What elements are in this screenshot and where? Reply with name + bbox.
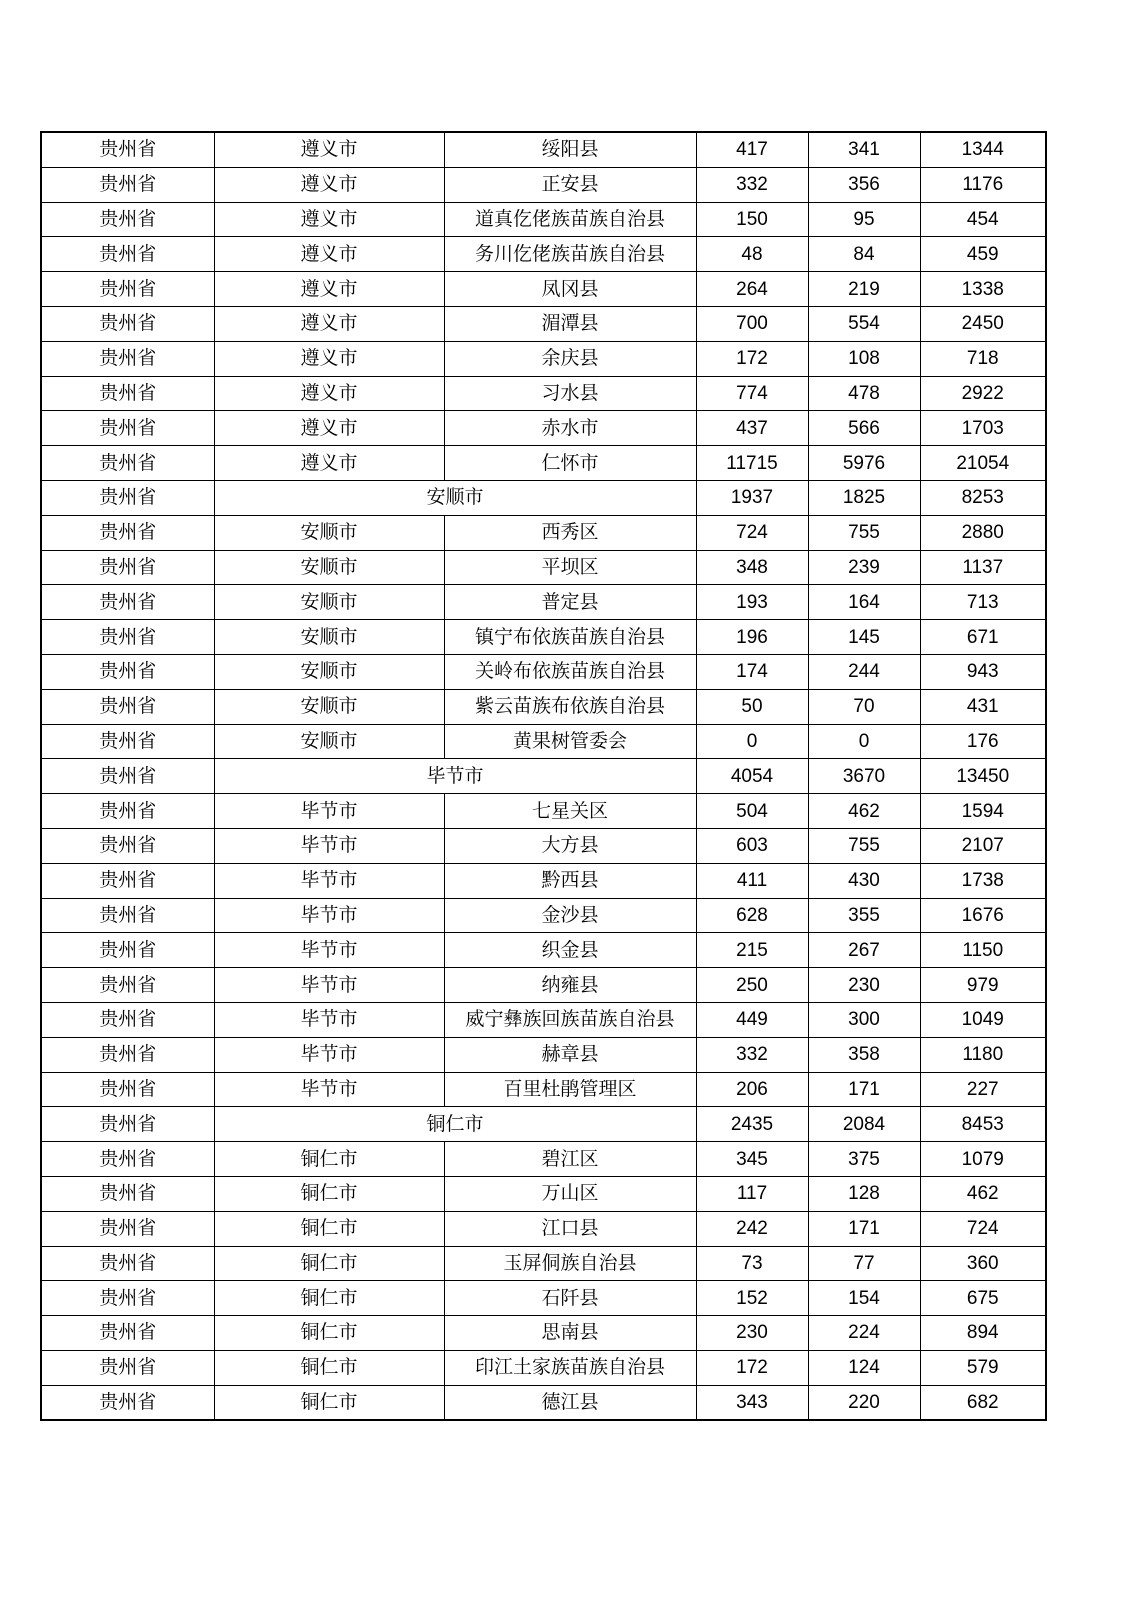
- value-3-cell: 1676: [920, 898, 1046, 933]
- city-cell: 铜仁市: [214, 1281, 444, 1316]
- value-2-cell: 5976: [808, 446, 920, 481]
- county-cell: 纳雍县: [444, 968, 696, 1003]
- county-cell: 镇宁布依族苗族自治县: [444, 620, 696, 655]
- county-cell: 紫云苗族布依族自治县: [444, 689, 696, 724]
- table-row: [41, 1002, 1046, 1037]
- table-row: [41, 446, 1046, 481]
- value-3-cell: 1180: [920, 1037, 1046, 1072]
- county-cell: 绥阳县: [444, 132, 696, 167]
- city-cell: 遵义市: [214, 237, 444, 272]
- value-1-cell: 0: [696, 724, 808, 759]
- province-cell: 贵州省: [41, 620, 214, 655]
- table-row: [41, 968, 1046, 1003]
- value-1-cell: 417: [696, 132, 808, 167]
- value-1-cell: 724: [696, 515, 808, 550]
- table-row: [41, 654, 1046, 689]
- county-cell: 关岭布依族苗族自治县: [444, 654, 696, 689]
- value-2-cell: 239: [808, 550, 920, 585]
- value-1-cell: 2435: [696, 1107, 808, 1142]
- county-cell: 金沙县: [444, 898, 696, 933]
- county-cell: 大方县: [444, 828, 696, 863]
- county-cell: 石阡县: [444, 1281, 696, 1316]
- value-3-cell: 675: [920, 1281, 1046, 1316]
- province-cell: 贵州省: [41, 1142, 214, 1177]
- table-row: [41, 585, 1046, 620]
- value-3-cell: 1344: [920, 132, 1046, 167]
- value-3-cell: 1176: [920, 167, 1046, 202]
- value-2-cell: 95: [808, 202, 920, 237]
- table-row: [41, 341, 1046, 376]
- county-cell: 威宁彝族回族苗族自治县: [444, 1002, 696, 1037]
- value-1-cell: 215: [696, 933, 808, 968]
- table-row: [41, 689, 1046, 724]
- county-cell: 务川仡佬族苗族自治县: [444, 237, 696, 272]
- value-2-cell: 0: [808, 724, 920, 759]
- value-1-cell: 264: [696, 272, 808, 307]
- value-1-cell: 700: [696, 306, 808, 341]
- value-2-cell: 3670: [808, 759, 920, 794]
- province-cell: 贵州省: [41, 132, 214, 167]
- city-cell: 铜仁市: [214, 1246, 444, 1281]
- value-1-cell: 411: [696, 863, 808, 898]
- city-cell: 遵义市: [214, 202, 444, 237]
- province-cell: 贵州省: [41, 1316, 214, 1351]
- value-3-cell: 462: [920, 1176, 1046, 1211]
- table-row: [41, 132, 1046, 167]
- value-2-cell: 145: [808, 620, 920, 655]
- city-cell: 安顺市: [214, 515, 444, 550]
- value-3-cell: 671: [920, 620, 1046, 655]
- value-3-cell: 1079: [920, 1142, 1046, 1177]
- province-cell: 贵州省: [41, 794, 214, 829]
- value-3-cell: 943: [920, 654, 1046, 689]
- county-cell: 赤水市: [444, 411, 696, 446]
- value-2-cell: 108: [808, 341, 920, 376]
- county-cell: 思南县: [444, 1316, 696, 1351]
- value-2-cell: 219: [808, 272, 920, 307]
- value-3-cell: 1049: [920, 1002, 1046, 1037]
- province-cell: 贵州省: [41, 863, 214, 898]
- table-row: [41, 272, 1046, 307]
- county-cell: 德江县: [444, 1385, 696, 1420]
- table-row: [41, 1072, 1046, 1107]
- province-cell: 贵州省: [41, 724, 214, 759]
- value-1-cell: 193: [696, 585, 808, 620]
- city-total-row: [41, 480, 1046, 515]
- province-cell: 贵州省: [41, 1072, 214, 1107]
- county-cell: 碧江区: [444, 1142, 696, 1177]
- city-cell: 遵义市: [214, 341, 444, 376]
- province-cell: 贵州省: [41, 898, 214, 933]
- value-1-cell: 152: [696, 1281, 808, 1316]
- table-row: [41, 376, 1046, 411]
- value-3-cell: 1738: [920, 863, 1046, 898]
- city-cell: 毕节市: [214, 898, 444, 933]
- value-1-cell: 345: [696, 1142, 808, 1177]
- value-1-cell: 4054: [696, 759, 808, 794]
- city-cell: 毕节市: [214, 1002, 444, 1037]
- value-2-cell: 230: [808, 968, 920, 1003]
- value-2-cell: 430: [808, 863, 920, 898]
- value-2-cell: 220: [808, 1385, 920, 1420]
- province-cell: 贵州省: [41, 759, 214, 794]
- city-cell: 毕节市: [214, 968, 444, 1003]
- county-cell: 余庆县: [444, 341, 696, 376]
- value-1-cell: 242: [696, 1211, 808, 1246]
- county-cell: 西秀区: [444, 515, 696, 550]
- value-1-cell: 449: [696, 1002, 808, 1037]
- value-1-cell: 196: [696, 620, 808, 655]
- value-1-cell: 250: [696, 968, 808, 1003]
- county-cell: 赫章县: [444, 1037, 696, 1072]
- city-cell: 安顺市: [214, 620, 444, 655]
- province-cell: 贵州省: [41, 1281, 214, 1316]
- city-cell: 安顺市: [214, 654, 444, 689]
- value-1-cell: 504: [696, 794, 808, 829]
- county-cell: 印江土家族苗族自治县: [444, 1350, 696, 1385]
- city-cell: 毕节市: [214, 828, 444, 863]
- value-3-cell: 13450: [920, 759, 1046, 794]
- value-3-cell: 724: [920, 1211, 1046, 1246]
- table-row: [41, 1385, 1046, 1420]
- value-2-cell: 375: [808, 1142, 920, 1177]
- value-2-cell: 462: [808, 794, 920, 829]
- city-cell: 铜仁市: [214, 1385, 444, 1420]
- table-row: [41, 898, 1046, 933]
- province-cell: 贵州省: [41, 446, 214, 481]
- city-cell: 遵义市: [214, 446, 444, 481]
- value-3-cell: 713: [920, 585, 1046, 620]
- province-cell: 贵州省: [41, 654, 214, 689]
- value-3-cell: 360: [920, 1246, 1046, 1281]
- city-cell: 毕节市: [214, 863, 444, 898]
- value-3-cell: 227: [920, 1072, 1046, 1107]
- province-cell: 贵州省: [41, 550, 214, 585]
- city-cell: 遵义市: [214, 411, 444, 446]
- county-cell: 七星关区: [444, 794, 696, 829]
- table-row: [41, 794, 1046, 829]
- value-2-cell: 566: [808, 411, 920, 446]
- value-2-cell: 124: [808, 1350, 920, 1385]
- province-cell: 贵州省: [41, 1107, 214, 1142]
- value-3-cell: 431: [920, 689, 1046, 724]
- table-body: [41, 132, 1046, 1420]
- value-3-cell: 2450: [920, 306, 1046, 341]
- value-1-cell: 174: [696, 654, 808, 689]
- value-2-cell: 478: [808, 376, 920, 411]
- province-cell: 贵州省: [41, 1002, 214, 1037]
- province-cell: 贵州省: [41, 585, 214, 620]
- table-row: [41, 1316, 1046, 1351]
- value-1-cell: 206: [696, 1072, 808, 1107]
- value-3-cell: 979: [920, 968, 1046, 1003]
- value-3-cell: 2922: [920, 376, 1046, 411]
- province-cell: 贵州省: [41, 1037, 214, 1072]
- value-2-cell: 244: [808, 654, 920, 689]
- county-cell: 习水县: [444, 376, 696, 411]
- city-cell: 遵义市: [214, 132, 444, 167]
- value-1-cell: 150: [696, 202, 808, 237]
- value-3-cell: 454: [920, 202, 1046, 237]
- county-cell: 百里杜鹃管理区: [444, 1072, 696, 1107]
- value-3-cell: 176: [920, 724, 1046, 759]
- city-cell: 遵义市: [214, 167, 444, 202]
- county-cell: 凤冈县: [444, 272, 696, 307]
- value-1-cell: 332: [696, 167, 808, 202]
- value-1-cell: 172: [696, 341, 808, 376]
- value-2-cell: 2084: [808, 1107, 920, 1142]
- value-1-cell: 603: [696, 828, 808, 863]
- province-cell: 贵州省: [41, 933, 214, 968]
- value-2-cell: 554: [808, 306, 920, 341]
- table-row: [41, 411, 1046, 446]
- county-cell: 湄潭县: [444, 306, 696, 341]
- city-cell: 铜仁市: [214, 1142, 444, 1177]
- statistics-table: [40, 131, 1047, 1421]
- county-cell: 仁怀市: [444, 446, 696, 481]
- value-2-cell: 355: [808, 898, 920, 933]
- value-2-cell: 171: [808, 1211, 920, 1246]
- value-1-cell: 172: [696, 1350, 808, 1385]
- province-cell: 贵州省: [41, 341, 214, 376]
- value-2-cell: 70: [808, 689, 920, 724]
- province-cell: 贵州省: [41, 480, 214, 515]
- province-cell: 贵州省: [41, 376, 214, 411]
- table-row: [41, 202, 1046, 237]
- value-3-cell: 894: [920, 1316, 1046, 1351]
- value-1-cell: 774: [696, 376, 808, 411]
- value-2-cell: 84: [808, 237, 920, 272]
- value-3-cell: 1703: [920, 411, 1046, 446]
- province-cell: 贵州省: [41, 202, 214, 237]
- city-cell: 安顺市: [214, 550, 444, 585]
- value-3-cell: 2880: [920, 515, 1046, 550]
- city-cell: 遵义市: [214, 272, 444, 307]
- city-cell: 安顺市: [214, 585, 444, 620]
- table-row: [41, 1211, 1046, 1246]
- value-2-cell: 300: [808, 1002, 920, 1037]
- value-3-cell: 1338: [920, 272, 1046, 307]
- table-row: [41, 306, 1046, 341]
- table-row: [41, 237, 1046, 272]
- value-2-cell: 77: [808, 1246, 920, 1281]
- value-3-cell: 459: [920, 237, 1046, 272]
- value-2-cell: 224: [808, 1316, 920, 1351]
- county-cell: 万山区: [444, 1176, 696, 1211]
- city-cell: 毕节市: [214, 933, 444, 968]
- table-row: [41, 1350, 1046, 1385]
- province-cell: 贵州省: [41, 515, 214, 550]
- value-2-cell: 154: [808, 1281, 920, 1316]
- value-1-cell: 48: [696, 237, 808, 272]
- table-row: [41, 933, 1046, 968]
- value-1-cell: 348: [696, 550, 808, 585]
- value-1-cell: 11715: [696, 446, 808, 481]
- table-row: [41, 828, 1046, 863]
- city-cell: 铜仁市: [214, 1350, 444, 1385]
- city-cell: 遵义市: [214, 306, 444, 341]
- city-cell: 毕节市: [214, 1072, 444, 1107]
- value-3-cell: 1594: [920, 794, 1046, 829]
- city-total-cell: 毕节市: [214, 759, 696, 794]
- table-row: [41, 1281, 1046, 1316]
- province-cell: 贵州省: [41, 1246, 214, 1281]
- city-cell: 安顺市: [214, 689, 444, 724]
- city-cell: 毕节市: [214, 794, 444, 829]
- county-cell: 正安县: [444, 167, 696, 202]
- province-cell: 贵州省: [41, 1385, 214, 1420]
- table-row: [41, 1142, 1046, 1177]
- county-cell: 黄果树管委会: [444, 724, 696, 759]
- county-cell: 道真仡佬族苗族自治县: [444, 202, 696, 237]
- value-2-cell: 267: [808, 933, 920, 968]
- county-cell: 黔西县: [444, 863, 696, 898]
- value-1-cell: 343: [696, 1385, 808, 1420]
- city-cell: 铜仁市: [214, 1176, 444, 1211]
- value-1-cell: 332: [696, 1037, 808, 1072]
- table-row: [41, 1037, 1046, 1072]
- value-2-cell: 341: [808, 132, 920, 167]
- city-total-cell: 铜仁市: [214, 1107, 696, 1142]
- table-row: [41, 863, 1046, 898]
- table-row: [41, 1176, 1046, 1211]
- county-cell: 江口县: [444, 1211, 696, 1246]
- value-2-cell: 356: [808, 167, 920, 202]
- value-3-cell: 8253: [920, 480, 1046, 515]
- province-cell: 贵州省: [41, 828, 214, 863]
- province-cell: 贵州省: [41, 1176, 214, 1211]
- value-2-cell: 755: [808, 828, 920, 863]
- value-3-cell: 8453: [920, 1107, 1046, 1142]
- value-3-cell: 682: [920, 1385, 1046, 1420]
- city-cell: 遵义市: [214, 376, 444, 411]
- province-cell: 贵州省: [41, 1211, 214, 1246]
- value-1-cell: 117: [696, 1176, 808, 1211]
- value-1-cell: 50: [696, 689, 808, 724]
- city-total-cell: 安顺市: [214, 480, 696, 515]
- city-cell: 铜仁市: [214, 1316, 444, 1351]
- value-1-cell: 1937: [696, 480, 808, 515]
- city-cell: 安顺市: [214, 724, 444, 759]
- province-cell: 贵州省: [41, 968, 214, 1003]
- value-2-cell: 755: [808, 515, 920, 550]
- county-cell: 普定县: [444, 585, 696, 620]
- value-3-cell: 21054: [920, 446, 1046, 481]
- value-2-cell: 128: [808, 1176, 920, 1211]
- value-2-cell: 164: [808, 585, 920, 620]
- city-total-row: [41, 759, 1046, 794]
- province-cell: 贵州省: [41, 237, 214, 272]
- value-2-cell: 171: [808, 1072, 920, 1107]
- city-cell: 毕节市: [214, 1037, 444, 1072]
- value-1-cell: 73: [696, 1246, 808, 1281]
- value-3-cell: 718: [920, 341, 1046, 376]
- province-cell: 贵州省: [41, 167, 214, 202]
- value-3-cell: 579: [920, 1350, 1046, 1385]
- table-row: [41, 167, 1046, 202]
- province-cell: 贵州省: [41, 272, 214, 307]
- value-3-cell: 2107: [920, 828, 1046, 863]
- value-1-cell: 628: [696, 898, 808, 933]
- province-cell: 贵州省: [41, 689, 214, 724]
- province-cell: 贵州省: [41, 411, 214, 446]
- value-3-cell: 1150: [920, 933, 1046, 968]
- table-row: [41, 515, 1046, 550]
- value-1-cell: 230: [696, 1316, 808, 1351]
- province-cell: 贵州省: [41, 1350, 214, 1385]
- city-cell: 铜仁市: [214, 1211, 444, 1246]
- value-2-cell: 358: [808, 1037, 920, 1072]
- table-row: [41, 1246, 1046, 1281]
- value-3-cell: 1137: [920, 550, 1046, 585]
- table-row: [41, 724, 1046, 759]
- table-row: [41, 620, 1046, 655]
- city-total-row: [41, 1107, 1046, 1142]
- province-cell: 贵州省: [41, 306, 214, 341]
- value-1-cell: 437: [696, 411, 808, 446]
- value-2-cell: 1825: [808, 480, 920, 515]
- county-cell: 织金县: [444, 933, 696, 968]
- table-row: [41, 550, 1046, 585]
- county-cell: 平坝区: [444, 550, 696, 585]
- county-cell: 玉屏侗族自治县: [444, 1246, 696, 1281]
